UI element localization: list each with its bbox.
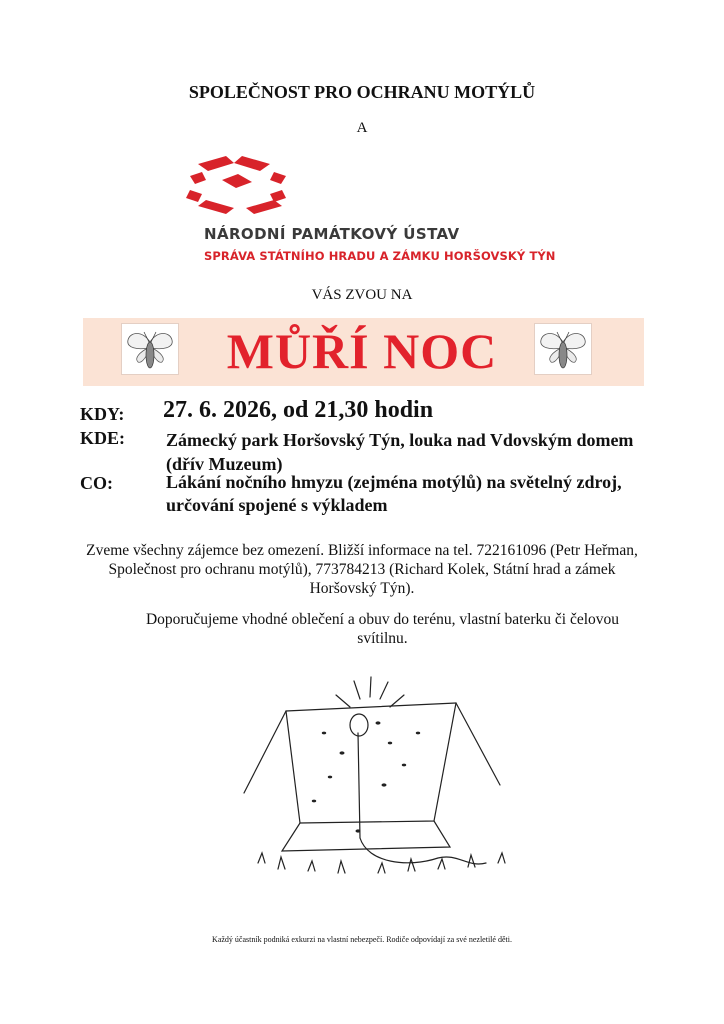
- npu-logo-icon: [186, 150, 296, 220]
- light-trap-tent-illustration: [238, 673, 538, 883]
- where-label: KDE:: [80, 428, 125, 448]
- conjunction: A: [356, 120, 368, 136]
- advice-text: Doporučujeme vhodné oblečení a obuv do terénu, vlastní baterku či čelovou svítilnu.: [145, 611, 620, 647]
- what-value: Lákání nočního hmyzu (zejména motýlů) na světelný zdroj, určování spojené s výkladem: [166, 472, 622, 515]
- event-title: MŮŘÍ NOC: [226, 323, 498, 379]
- when-label: KDY:: [80, 404, 125, 424]
- what-label: CO:: [80, 473, 113, 493]
- where-value: Zámecký park Horšovský Týn, louka nad Vdovským domem (dřív Muzeum): [166, 430, 634, 474]
- invitation-text: VÁS ZVOU NA: [311, 287, 413, 303]
- partner-subtitle: SPRÁVA STÁTNÍHO HRADU A ZÁMKU HORŠOVSKÝ TÝN: [204, 249, 556, 263]
- partner-name: NÁRODNÍ PAMÁTKOVÝ ÚSTAV: [204, 225, 460, 243]
- when-value: 27. 6. 2026, od 21,30 hodin: [163, 397, 434, 423]
- disclaimer: Každý účastník podniká exkurzi na vlastní nebezpečí. Rodiče odpovídají za své nezletilé děti.: [212, 935, 512, 944]
- contact-info: Zveme všechny zájemce bez omezení. Bližší informace na tel. 722161096 (Petr Heřman, Společnost pro ochranu motýlů), 773784213 (Richard Kolek, Státní hrad a zámek Horšovský Týn).: [86, 542, 638, 597]
- organizer-name: SPOLEČNOST PRO OCHRANU MOTÝLŮ: [188, 82, 536, 102]
